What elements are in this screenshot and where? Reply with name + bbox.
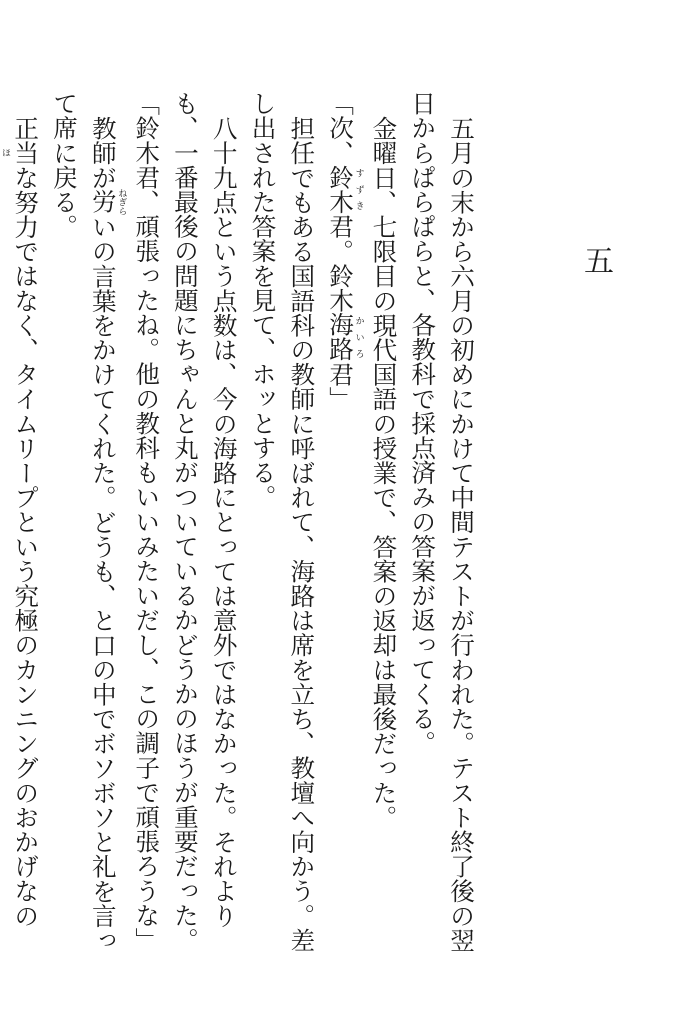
text-segment: 君。鈴木	[326, 214, 356, 313]
ruby-ho	[0, 140, 10, 165]
text-segment: 正当な努力ではなく、タイムリープという究極のカンニングのおかげなの	[11, 115, 41, 928]
paragraph-7	[44, 91, 126, 971]
paragraph-3	[320, 91, 363, 971]
text-segment: 教師が	[88, 115, 118, 190]
paragraph-4: 担任でもある国語科の教師に呼ばれて、海路は席を立ち、教壇へ向かう。差し出された答案を見て、ホッとする。	[248, 91, 317, 952]
ruby-kairo	[326, 312, 364, 362]
ruby-suzuki	[326, 164, 364, 215]
paragraph-8	[0, 91, 44, 971]
ruby-base: 海路	[326, 312, 356, 362]
ruby-reading: すずき	[353, 164, 364, 214]
text-segment: いの言葉をかけてくれた。どうも、と口の中でボソボソと礼を言って席に戻る。	[50, 91, 118, 953]
ruby-base: 鈴木	[326, 164, 356, 215]
ruby-reading: かいろ	[353, 312, 364, 362]
text-segment	[0, 165, 1, 682]
paragraph-5: 八十九点という点数は、今の海路にとっては意外ではなかった。それよりも、一番最後の問題にちゃんと丸がついているかどうかのほうが重要だった。	[170, 91, 239, 952]
body-text	[0, 91, 480, 971]
text-segment: 「次、	[326, 91, 356, 165]
chapter-heading: 五	[578, 245, 613, 275]
paragraph-2: 金曜日、七限目の現代国語の授業で、答案の返却は最後だった。	[369, 115, 399, 829]
paragraph-6: 「鈴木君、頑張ったね。他の教科もいいみたいだし、この調子で頑張ろうな」	[132, 91, 162, 952]
paragraph-1: 五月の末から六月の初めにかけて中間テストが行われた。テスト終了後の翌日からぱらぱらと、各教科で採点済みの答案が返ってくる。	[408, 91, 476, 952]
ruby-reading: ねぎら	[116, 188, 127, 216]
ruby-base: 労	[88, 188, 118, 216]
ruby-reading: ほ	[0, 140, 10, 165]
text-segment: 君」	[326, 361, 356, 411]
ruby-negira	[88, 188, 127, 216]
